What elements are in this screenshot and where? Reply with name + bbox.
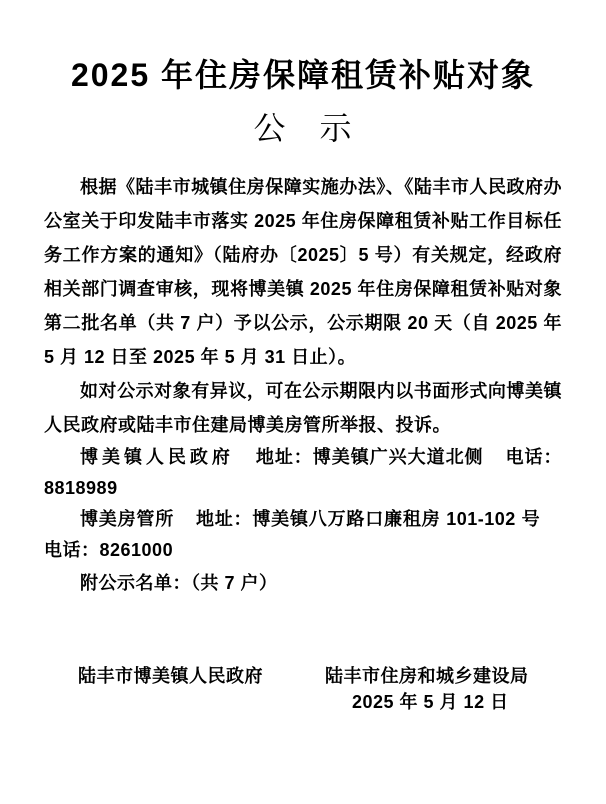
contact-housing-office	[44, 504, 562, 566]
housing-office-address-label: 地址：	[195, 509, 253, 529]
notice-title-line1: 2025 年住房保障租赁补贴对象	[70, 57, 536, 93]
notice-date: 2025 年 5 月 12 日	[352, 692, 509, 712]
paragraph-legal-basis: 根据《陆丰市城镇住房保障实施办法》、《陆丰市人民政府办公室关于印发陆丰市落实 2025 年住房保障租赁补贴工作目标任务工作方案的通知》（陆府办〔2025〕5 号）有关规定，经政府相关部门调查审核，现将博美镇 2025 年住房保障租赁补贴对象第二批名单（共 7 户）予以公示，公示期限 20 天（自 2025 年 5 月 12 日至 2025 年 5 月 31 日止）。	[44, 177, 562, 367]
housing-office-name: 博美房管所	[80, 509, 175, 529]
notice-body	[44, 170, 562, 600]
town-government-phone: 8818989	[44, 478, 118, 498]
contact-town-government	[44, 442, 562, 504]
housing-office-phone: 8261000	[99, 540, 174, 560]
town-government-address-label: 地址：	[255, 447, 313, 467]
town-government-address: 博美镇广兴大道北侧	[312, 447, 484, 467]
signature-housing-bureau: 陆丰市住房和城乡建设局	[325, 666, 529, 686]
paragraph-objection-channel: 如对公示对象有异议，可在公示期限内以书面形式向博美镇人民政府或陆丰市住建局博美房管所举报、投诉。	[44, 381, 562, 435]
signature-town-government: 陆丰市博美镇人民政府	[78, 666, 263, 686]
attachment-note: 附公示名单：（共 7 户）	[80, 573, 278, 593]
town-government-name: 博美镇人民政府	[80, 447, 234, 467]
town-government-phone-label: 电话：	[505, 447, 563, 467]
housing-office-address: 博美镇八万路口廉租房 101-102 号	[252, 509, 541, 529]
housing-office-phone-label: 电话：	[44, 540, 100, 560]
notice-title-line2: 公 示	[253, 110, 353, 146]
